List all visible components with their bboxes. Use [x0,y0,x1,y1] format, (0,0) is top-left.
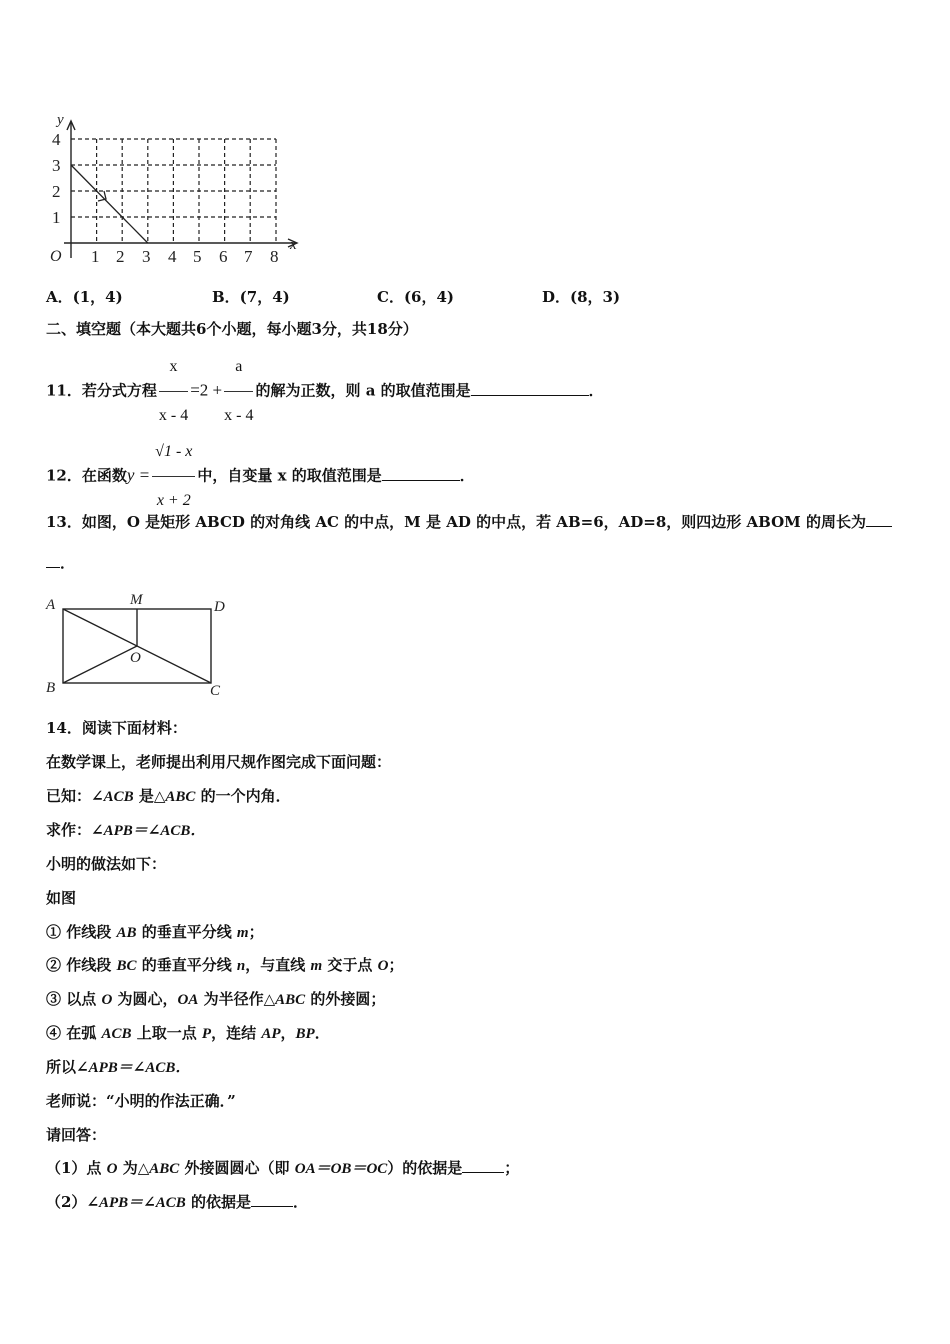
sub1-d: ）的依据是 [387,1159,463,1177]
q14-as-fig: 如图 [46,889,77,907]
svg-text:5: 5 [193,247,202,266]
q14-method: 小明的做法如下： [46,855,167,873]
given-suffix: 的一个内角． [195,787,291,805]
step2-d: 交于点 [322,956,378,974]
svg-text:3: 3 [142,247,151,266]
svg-text:O: O [130,650,141,666]
q14-sub-1 [46,1158,519,1179]
step1-m1: AB [116,925,137,941]
step3-m2: OA [177,992,199,1008]
step4-m2: P [201,1026,212,1042]
svg-text:4: 4 [168,247,177,266]
svg-text:y: y [57,112,64,128]
step1-m2: m [236,925,249,941]
svg-text:D: D [214,599,225,615]
q11-middle: =2 + [190,380,223,400]
step1-a: ① 作线段 [46,923,117,941]
step3-d: 的外接圆； [305,990,386,1008]
q14-intro: 在数学课上，老师提出利用尺规作图完成下面问题： [46,753,392,771]
step4-m4: BP [295,1026,315,1042]
step4-m3: AP [261,1026,281,1042]
q14-sub1-answer-blank[interactable] [462,1158,504,1173]
q12-suffix: 中，自变量 x 的取值范围是 [197,466,382,485]
svg-text:3: 3 [52,156,61,175]
step1-b: 的垂直平分线 [136,923,237,941]
q14-step-2 [46,955,403,976]
sub1-b: 为 [117,1159,138,1177]
step4-c: ，连结 [211,1024,262,1042]
step4-a: ④ 在弧 [46,1024,102,1042]
q12-denominator: x + 2 [156,492,191,509]
step2-m2: n [236,958,246,974]
step2-b: 的垂直平分线 [136,956,237,974]
q11-answer-blank[interactable] [471,381,589,396]
svg-text:6: 6 [219,247,228,266]
svg-text:4: 4 [52,130,61,149]
q11-frac1-denominator: x - 4 [158,407,189,424]
q12-numerator: √1 - x [152,430,195,477]
given-angle: ∠ACB [91,789,134,805]
step1-c: ； [248,923,264,941]
step3-c: 为半径作 [198,990,264,1008]
step2-m3: m [310,958,323,974]
svg-text:1: 1 [52,208,61,227]
q11-fraction-2 [224,345,253,438]
conclusion-a: 所以 [46,1058,77,1076]
sub1-c: 外接圆圆心（即 [179,1159,295,1177]
q11-frac1-numerator: x [159,345,188,392]
svg-text:O: O [50,248,62,265]
svg-text:x: x [290,237,297,253]
sub1-m3: OA＝OB＝OC [294,1161,388,1177]
q13-answer-blank-part2[interactable] [46,553,60,568]
conclusion-math: ∠APB＝∠ACB． [76,1060,191,1076]
svg-text:B: B [46,680,56,696]
svg-text:A: A [46,597,56,613]
step2-c: ，与直线 [245,956,311,974]
step3-m1: O [101,992,113,1008]
option-b: B．(7，4) [212,288,290,306]
q14-sub2-answer-blank[interactable] [251,1192,293,1207]
question-12 [46,430,475,523]
q12-fraction [152,430,195,523]
q13-end: ． [60,554,76,572]
step4-e: ． [314,1024,330,1042]
option-d: D．(8，3) [542,288,621,306]
q14-step-1 [46,922,264,943]
step4-m1: ACB [101,1026,132,1042]
sub2-math: ∠APB＝∠ACB [86,1195,186,1211]
q12-prefix: 12．在函数 [46,466,127,485]
sub1-a: （1）点 [46,1159,107,1177]
q11-frac2-denominator: x - 4 [224,407,254,424]
svg-text:7: 7 [244,247,253,266]
q13-answer-blank-part1[interactable] [866,512,892,527]
svg-text:1: 1 [91,247,100,266]
section-heading: 二、填空题（本大题共6个小题，每小题3分，共18分） [46,320,418,338]
svg-text:2: 2 [52,182,61,201]
option-a: A．(1，4) [46,288,123,306]
step4-d: ， [280,1024,296,1042]
step2-e: ； [388,956,404,974]
rectangle-abcd-figure [40,585,240,700]
given-prefix: 已知： [46,787,92,805]
q14-teacher: 老师说：“小明的作法正确．” [46,1092,236,1110]
given-triangle: △ABC [153,789,196,805]
svg-text:C: C [210,683,221,699]
q13-text: 13．如图，O 是矩形 ABCD 的对角线 AC 的中点，M 是 AD 的中点，若 AB=6，AD=8，则四边形 ABOM 的周长为 [46,513,866,531]
svg-text:M: M [130,592,143,608]
sub1-m1: O [106,1161,118,1177]
q11-end: ． [588,381,604,400]
task-prefix: 求作： [46,821,92,839]
task-math: ∠APB＝∠ACB． [91,823,206,839]
q14-task [46,820,205,841]
q14-step-3 [46,989,385,1010]
svg-text:8: 8 [270,247,279,266]
q12-end: ． [459,466,475,485]
question-11 [46,345,604,438]
step2-a: ② 作线段 [46,956,117,974]
q14-title: 14．阅读下面材料： [46,719,187,737]
sub1-m2: △ABC [137,1161,180,1177]
sub2-b: 的依据是 [185,1193,251,1211]
step2-m4: O [377,958,389,974]
step3-m3: △ABC [263,992,306,1008]
coordinate-grid-figure [40,100,310,270]
q14-step-4 [46,1023,330,1044]
question-13-cont [46,553,75,573]
step3-a: ③ 以点 [46,990,102,1008]
q12-answer-blank[interactable] [382,466,460,481]
sub1-end: ； [504,1159,520,1177]
sub2-end: ． [293,1193,309,1211]
q12-lhs: y = [126,465,151,485]
given-mid: 是 [133,787,154,805]
step3-b: 为圆心， [112,990,178,1008]
q11-suffix: 的解为正数，则 a 的取值范围是 [255,381,471,400]
q14-given [46,786,291,807]
step4-b: 上取一点 [131,1024,202,1042]
svg-text:2: 2 [116,247,125,266]
q11-prefix: 11．若分式方程 [46,381,157,400]
q14-sub-2 [46,1192,308,1213]
option-c: C．(6，4) [377,288,455,306]
q14-conclusion [46,1057,190,1078]
sub2-a: （2） [46,1193,87,1211]
q14-answer-prompt: 请回答： [46,1126,107,1144]
q11-frac2-numerator: a [224,345,253,392]
step2-m1: BC [116,958,137,974]
question-13 [46,512,892,532]
q11-fraction-1 [159,345,188,438]
